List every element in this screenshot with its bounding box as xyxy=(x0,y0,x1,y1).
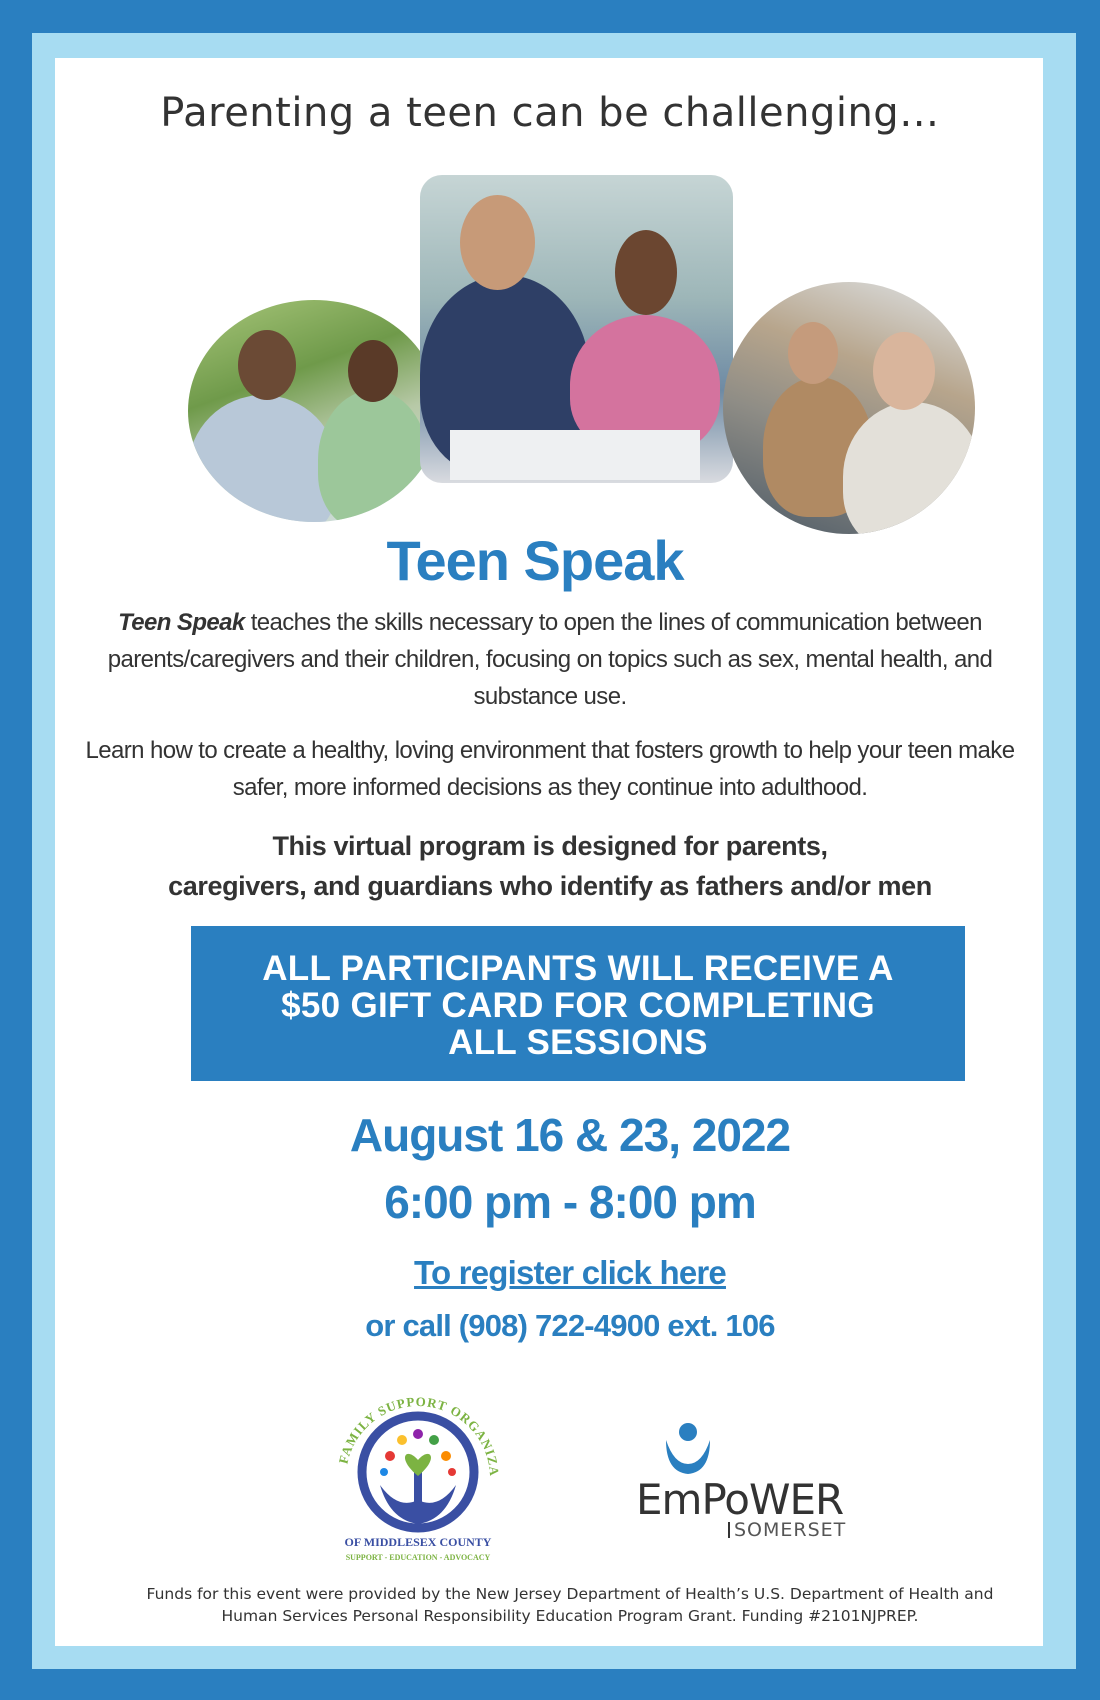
gift-card-banner xyxy=(191,926,965,1081)
banner-line-1: ALL PARTICIPANTS WILL RECEIVE A xyxy=(262,949,894,988)
program-description xyxy=(70,604,1030,715)
empower-person-icon xyxy=(662,1420,714,1478)
photo-father-and-teen-in-car xyxy=(723,282,975,534)
photo-father-and-son xyxy=(188,300,440,522)
headline: Parenting a teen can be challenging… xyxy=(160,90,940,136)
program-title: Teen Speak xyxy=(386,529,684,592)
register-link[interactable]: To register click here xyxy=(414,1254,726,1291)
audience-statement xyxy=(60,826,1040,906)
audience-line-1: This virtual program is designed for parents, xyxy=(272,831,828,861)
fso-arc-text: FAMILY SUPPORT ORGANIZA xyxy=(335,1393,503,1477)
banner-line-3: ALL SESSIONS xyxy=(448,1023,708,1062)
fso-tagline-text: SUPPORT - EDUCATION - ADVOCACY xyxy=(345,1553,491,1562)
empower-sub: SOMERSET xyxy=(728,1522,846,1538)
program-name-inline: Teen Speak xyxy=(118,609,245,636)
phone-contact: or call (908) 722-4900 ext. 106 xyxy=(365,1308,775,1343)
fso-logo xyxy=(318,1360,518,1565)
fso-county-text: OF MIDDLESEX COUNTY xyxy=(344,1535,492,1549)
event-dates: August 16 & 23, 2022 xyxy=(349,1109,791,1161)
program-description-text: teaches the skills necessary to open the lines of communication between parents/caregivers and their children, focusing on topics such as sex, mental health, and substance use. xyxy=(107,609,993,710)
audience-line-2: caregivers, and guardians who identify as fathers and/or men xyxy=(168,871,932,901)
empower-name: EmPoWER xyxy=(636,1475,844,1524)
funding-footer xyxy=(60,1583,1080,1627)
banner-line-2: $50 GIFT CARD FOR COMPLETING xyxy=(281,986,875,1025)
photo-father-helping-daughter xyxy=(420,175,733,483)
empower-somerset-logo xyxy=(636,1420,900,1540)
learn-paragraph: Learn how to create a healthy, loving environment that fosters growth to help your teen make safer, more informed decisions as they continue into adulthood. xyxy=(85,737,1015,801)
footer-line-1: Funds for this event were provided by the New Jersey Department of Health’s U.S. Department of Health and xyxy=(146,1585,994,1603)
event-time: 6:00 pm - 8:00 pm xyxy=(384,1176,756,1228)
footer-line-2: Human Services Personal Responsibility Education Program Grant. Funding #2101NJPREP. xyxy=(221,1607,919,1625)
